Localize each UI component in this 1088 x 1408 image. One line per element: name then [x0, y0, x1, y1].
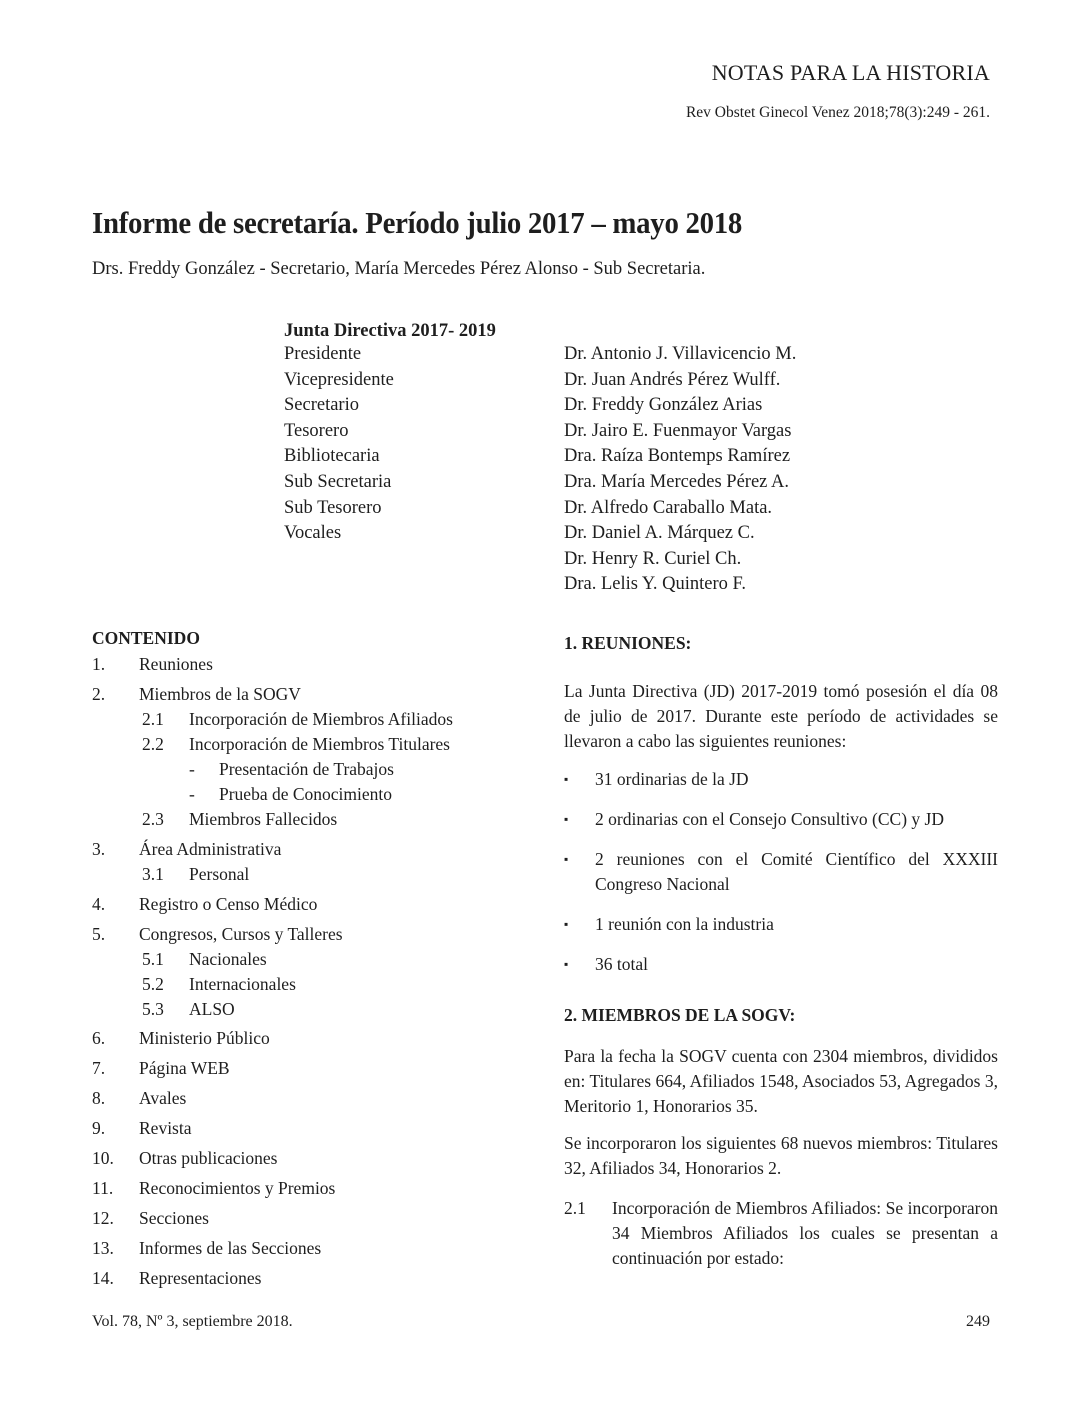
junta-member-name: Dr. Jairo E. Fuenmayor Vargas [564, 420, 792, 441]
toc-item-label: Representaciones [139, 1268, 262, 1288]
toc-item-label: Revista [139, 1118, 192, 1138]
toc-item-label: Miembros de la SOGV [139, 684, 301, 704]
toc-item-label: Prueba de Conocimiento [219, 784, 393, 804]
contenido-heading: CONTENIDO [92, 628, 200, 648]
miembros-heading: 2. MIEMBROS DE LA SOGV: [564, 1005, 796, 1025]
toc-item-label: Incorporación de Miembros Afiliados [189, 709, 453, 729]
toc-item-label: Registro o Censo Médico [139, 894, 318, 914]
junta-role: Presidente [284, 344, 362, 364]
article-authors: Drs. Freddy González - Secretario, María Mercedes Pérez Alonso - Sub Secretaria. [92, 259, 706, 279]
junta-role: Vicepresidente [284, 369, 394, 390]
toc-item-label: Reuniones [139, 654, 213, 674]
page-number: 249 [966, 1313, 990, 1330]
contenido-list [92, 0, 532, 1300]
bullet-item [564, 807, 998, 832]
toc-item-label: Nacionales [189, 949, 267, 969]
toc-item-number: 3. [92, 839, 106, 859]
toc-item-number: 2.2 [142, 734, 164, 754]
toc-item-label: Personal [189, 864, 250, 884]
bullet-text: 31 ordinarias de la JD [595, 769, 749, 789]
junta-role: Bibliotecaria [284, 446, 380, 467]
junta-member-name: Dra. María Mercedes Pérez A. [564, 471, 789, 492]
toc-item-label: Avales [139, 1088, 187, 1108]
square-bullet-icon: ▪ [564, 852, 569, 866]
junta-title: Junta Directiva 2017- 2019 [284, 321, 496, 341]
toc-item-label: Ministerio Público [139, 1028, 270, 1048]
toc-item-number: 2.3 [142, 809, 164, 829]
junta-member-name: Dra. Lelis Y. Quintero F. [564, 574, 746, 595]
toc-item-label: Área Administrativa [139, 839, 282, 859]
toc-item-label: Otras publicaciones [139, 1148, 278, 1168]
toc-item-label: Reconocimientos y Premios [139, 1178, 336, 1198]
miembros-paragraph-2: Se incorporaron los siguientes 68 nuevos miembros: Titulares 32, Afiliados 34, Honorarios 2. [564, 1133, 998, 1178]
toc-item-number: 13. [92, 1238, 114, 1258]
toc-item-number: 4. [92, 894, 106, 914]
junta-member-name: Dr. Alfredo Caraballo Mata. [564, 497, 773, 518]
miembros-sub-text: Incorporación de Miembros Afiliados: Se incorporaron 34 Miembros Afiliados los cuales se presentan a continuación por estado: [612, 1198, 998, 1268]
toc-item-number: 8. [92, 1088, 106, 1108]
junta-member-name: Dr. Daniel A. Márquez C. [564, 523, 755, 544]
miembros-paragraph-1: Para la fecha la SOGV cuenta con 2304 miembros, divididos en: Titulares 664, Afiliados 1548, Asociados 53, Agregados 3, Meritorio 1, Honorarios 35. [564, 1046, 998, 1116]
toc-item-number: 2. [92, 684, 106, 704]
toc-item-number: 6. [92, 1028, 106, 1048]
toc-item-number: 5.2 [142, 974, 164, 994]
junta-role: Secretario [284, 395, 359, 416]
junta-member-name: Dr. Antonio J. Villavicencio M. [564, 344, 797, 364]
bullet-item [564, 952, 998, 977]
reuniones-bullets [564, 0, 998, 1000]
square-bullet-icon: ▪ [564, 957, 569, 971]
toc-item-number: 5. [92, 924, 106, 944]
toc-item-label: Miembros Fallecidos [189, 809, 338, 829]
reuniones-intro: La Junta Directiva (JD) 2017-2019 tomó posesión el día 08 de julio de 2017. Durante este período de actividades se llevaron a cabo las siguientes reuniones: [564, 681, 998, 751]
bullet-item [564, 912, 998, 937]
square-bullet-icon: ▪ [564, 917, 569, 931]
square-bullet-icon: ▪ [564, 812, 569, 826]
bullet-text: 36 total [595, 954, 648, 974]
toc-item-number: 1. [92, 654, 106, 674]
section-heading: NOTAS PARA LA HISTORIA [711, 60, 990, 85]
article-title: Informe de secretaría. Período julio 2017 – mayo 2018 [92, 205, 743, 240]
toc-item-number: 11. [92, 1178, 114, 1198]
toc-item-number: 7. [92, 1058, 106, 1078]
toc-item-label: Página WEB [139, 1058, 230, 1078]
bullet-text: 2 ordinarias con el Consejo Consultivo (CC) y JD [595, 809, 945, 829]
toc-item-number: 2.1 [142, 709, 164, 729]
toc-item-label: Presentación de Trabajos [219, 759, 394, 779]
toc-item-number: 5.1 [142, 949, 164, 969]
junta-member-name: Dr. Juan Andrés Pérez Wulff. [564, 369, 781, 390]
reuniones-heading: 1. REUNIONES: [564, 633, 692, 653]
toc-item-label: Informes de las Secciones [139, 1238, 322, 1258]
toc-item-number: 5.3 [142, 999, 164, 1019]
bullet-text: 1 reunión con la industria [595, 914, 774, 934]
toc-item-label: Secciones [139, 1208, 209, 1228]
junta-role: Sub Tesorero [284, 497, 382, 518]
bullet-item [564, 767, 998, 792]
toc-item-number: - [189, 784, 195, 804]
toc-item-number: - [189, 759, 195, 779]
toc-item-label: Congresos, Cursos y Talleres [139, 924, 343, 944]
junta-member-name: Dra. Raíza Bontemps Ramírez [564, 446, 791, 467]
junta-role: Sub Secretaria [284, 471, 392, 492]
toc-item-label: Incorporación de Miembros Titulares [189, 734, 450, 754]
citation: Rev Obstet Ginecol Venez 2018;78(3):249 - 261. [685, 104, 990, 121]
junta-role: Tesorero [284, 420, 349, 441]
toc-item-number: 3.1 [142, 864, 164, 884]
miembros-sub-number: 2.1 [564, 1198, 586, 1218]
toc-item-number: 9. [92, 1118, 106, 1138]
junta-member-name: Dr. Freddy González Arias [564, 395, 763, 416]
toc-item-label: ALSO [189, 999, 235, 1019]
footer-volume: Vol. 78, Nº 3, septiembre 2018. [92, 1313, 293, 1330]
toc-item-number: 14. [92, 1268, 114, 1288]
junta-role: Vocales [284, 523, 342, 544]
junta-member-name: Dr. Henry R. Curiel Ch. [564, 548, 742, 569]
toc-item-label: Internacionales [189, 974, 296, 994]
bullet-text: 2 reuniones con el Comité Científico del XXXIII Congreso Nacional [595, 849, 998, 894]
toc-item-number: 10. [92, 1148, 114, 1168]
square-bullet-icon: ▪ [564, 772, 569, 786]
bullet-item [564, 847, 998, 897]
toc-item-number: 12. [92, 1208, 114, 1228]
